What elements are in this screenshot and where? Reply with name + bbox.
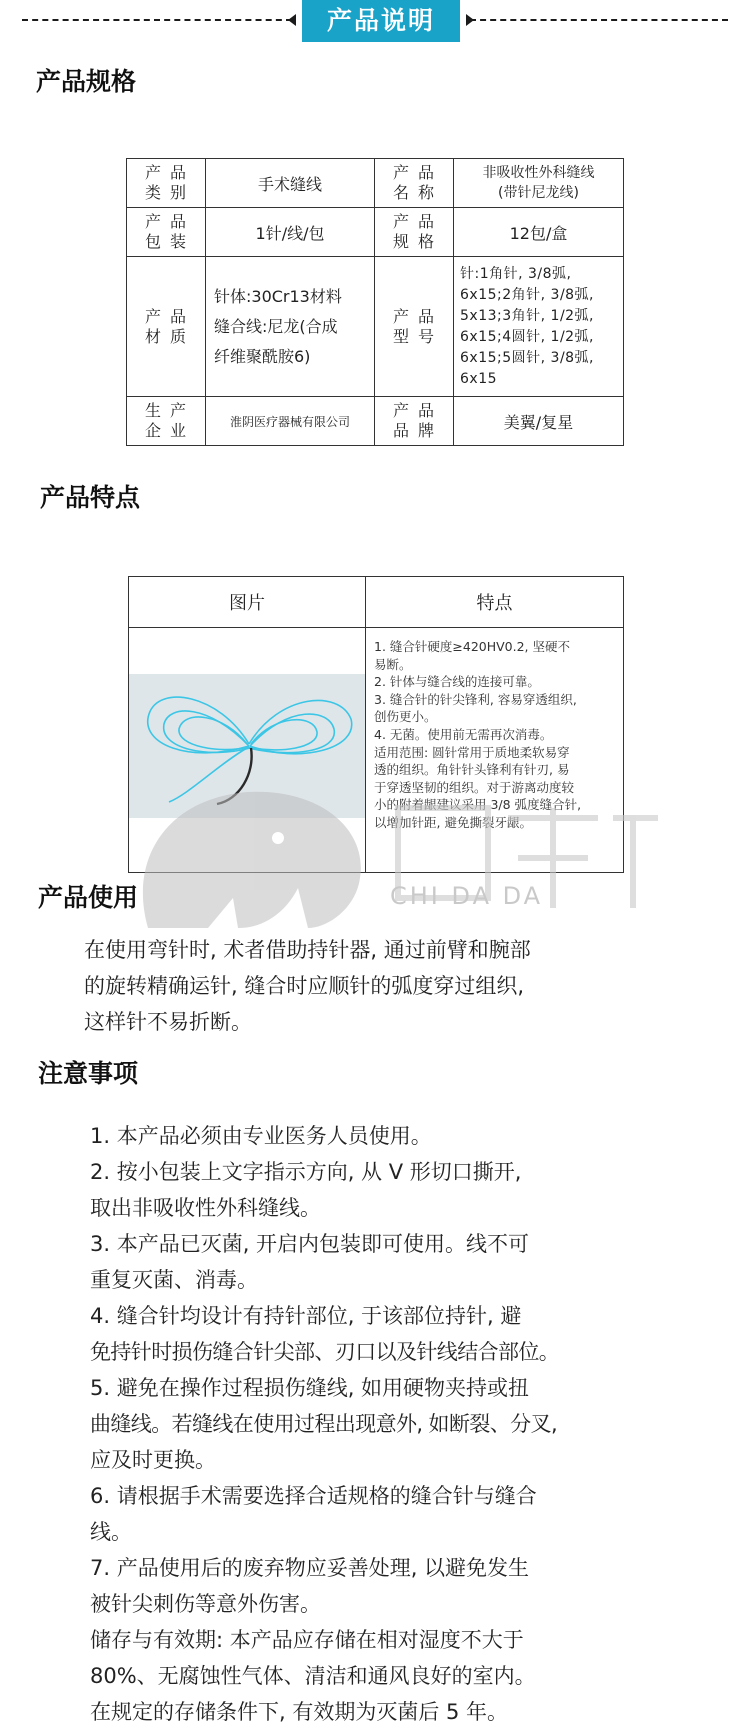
value-model-line: 6x15;2角针, 3/8弧,	[460, 286, 595, 303]
banner-dash-left	[22, 19, 292, 21]
value-name-line2: (带针尼龙线)	[498, 185, 579, 201]
value-package: 1针/线/包	[206, 208, 375, 257]
value-model-line: 6x15;5圆针, 3/8弧,	[460, 349, 595, 366]
notes-line: 6. 请根据手术需要选择合适规格的缝合针与缝合	[90, 1484, 537, 1508]
feature-line: 3. 缝合针的针尖锋利, 容易穿透组织,	[374, 691, 577, 707]
value-model-line: 6x15	[460, 370, 498, 387]
feature-line: 小的附着龈建议采用 3/8 弧度缝合针,	[374, 797, 582, 813]
table-row	[129, 628, 624, 873]
usage-paragraph	[84, 932, 531, 1040]
label-brand: 产品品牌	[375, 397, 454, 446]
value-material	[206, 257, 375, 397]
value-model-line: 针:1角针, 3/8弧,	[460, 265, 572, 282]
features-table	[128, 576, 624, 873]
feature-line: 创伤更小。	[374, 709, 437, 725]
label-package: 产品包装	[127, 208, 206, 257]
notes-line: 取出非吸收性外科缝线。	[90, 1196, 321, 1220]
product-image-cell	[129, 628, 366, 873]
feature-line: 适用范围: 圆针常用于质地柔软易穿	[374, 744, 570, 760]
label-category: 产品类别	[127, 159, 206, 208]
value-model-line: 5x13;3角针, 1/2弧,	[460, 307, 595, 324]
label-model: 产品型号	[375, 257, 454, 397]
value-model-line: 6x15;4圆针, 1/2弧,	[460, 328, 595, 345]
label-material: 产品材质	[127, 257, 206, 397]
usage-line: 的旋转精确运针, 缝合时应顺针的弧度穿过组织,	[84, 974, 525, 998]
value-spec: 12包/盒	[454, 208, 624, 257]
section-title-notes: 注意事项	[38, 1059, 139, 1088]
table-row	[127, 257, 624, 397]
notes-line: 线。	[90, 1520, 132, 1544]
notes-line: 1. 本产品必须由专业医务人员使用。	[90, 1124, 432, 1148]
value-name	[454, 159, 624, 208]
usage-line: 这样针不易折断。	[84, 1010, 252, 1034]
notes-line: 被针尖刺伤等意外伤害。	[90, 1592, 321, 1616]
table-row	[127, 397, 624, 446]
watermark-text: CHI DA DA	[390, 882, 544, 910]
value-manufacturer: 淮阴医疗器械有限公司	[206, 397, 375, 446]
notes-line: 5. 避免在操作过程损伤缝线, 如用硬物夹持或扭	[90, 1376, 530, 1400]
header-image: 图片	[129, 577, 366, 628]
banner-title: 产品说明	[302, 0, 460, 42]
notes-line: 7. 产品使用后的废弃物应妥善处理, 以避免发生	[90, 1556, 530, 1580]
table-row	[127, 208, 624, 257]
banner-dash-right	[470, 19, 728, 21]
section-title-spec: 产品规格	[36, 67, 137, 96]
section-title-features: 产品特点	[40, 483, 141, 512]
notes-paragraph	[90, 1118, 559, 1730]
label-name: 产品名称	[375, 159, 454, 208]
feature-line: 以增加针距, 避免撕裂牙龈。	[374, 814, 532, 830]
banner-arrow-left-icon	[288, 14, 296, 26]
feature-line: 1. 缝合针硬度≥420HV0.2, 坚硬不	[374, 639, 571, 654]
usage-line: 在使用弯针时, 术者借助持针器, 通过前臂和腕部	[84, 938, 531, 962]
notes-line: 应及时更换。	[90, 1448, 216, 1472]
spec-table	[126, 158, 624, 446]
header-feature: 特点	[366, 577, 624, 628]
section-title-usage: 产品使用	[38, 883, 139, 912]
table-header-row	[129, 577, 624, 628]
value-name-line1: 非吸收性外科缝线	[482, 165, 595, 181]
value-brand: 美翼/复星	[454, 397, 624, 446]
notes-line: 免持针时损伤缝合针尖部、刃口以及针线结合部位。	[90, 1340, 560, 1364]
label-manufacturer: 生产企业	[127, 397, 206, 446]
label-spec: 产品规格	[375, 208, 454, 257]
suture-thread-icon	[129, 674, 365, 818]
notes-line: 重复灭菌、消毒。	[90, 1268, 258, 1292]
feature-line: 易断。	[374, 656, 412, 672]
notes-line: 曲缝线。若缝线在使用过程出现意外, 如断裂、分叉,	[90, 1412, 558, 1436]
notes-line: 储存与有效期: 本产品应存储在相对湿度不大于	[90, 1628, 524, 1652]
feature-text-cell	[366, 628, 624, 873]
product-photo	[129, 674, 365, 818]
notes-line: 在规定的存储条件下, 有效期为灭菌后 5 年。	[90, 1700, 509, 1724]
feature-line: 4. 无菌。使用前无需再次消毒。	[374, 726, 553, 742]
value-model	[454, 257, 624, 397]
notes-line: 3. 本产品已灭菌, 开启内包装即可使用。线不可	[90, 1232, 530, 1256]
value-category: 手术缝线	[206, 159, 375, 208]
feature-line: 透的组织。角针针头锋利有针刃, 易	[374, 762, 570, 778]
table-row	[127, 159, 624, 208]
value-material-line2: 缝合线:尼龙(合成	[214, 316, 338, 336]
notes-line: 2. 按小包装上文字指示方向, 从 V 形切口撕开,	[90, 1160, 522, 1184]
header-banner	[0, 0, 750, 44]
notes-line: 80%、无腐蚀性气体、清洁和通风良好的室内。	[90, 1664, 536, 1688]
feature-line: 于穿透坚韧的组织。对于游离动度较	[374, 779, 575, 795]
feature-line: 2. 针体与缝合线的连接可靠。	[374, 674, 540, 690]
value-material-line3: 纤维聚酰胺6)	[214, 346, 311, 366]
value-material-line1: 针体:30Cr13材料	[214, 286, 342, 306]
notes-line: 4. 缝合针均设计有持针部位, 于该部位持针, 避	[90, 1304, 522, 1328]
